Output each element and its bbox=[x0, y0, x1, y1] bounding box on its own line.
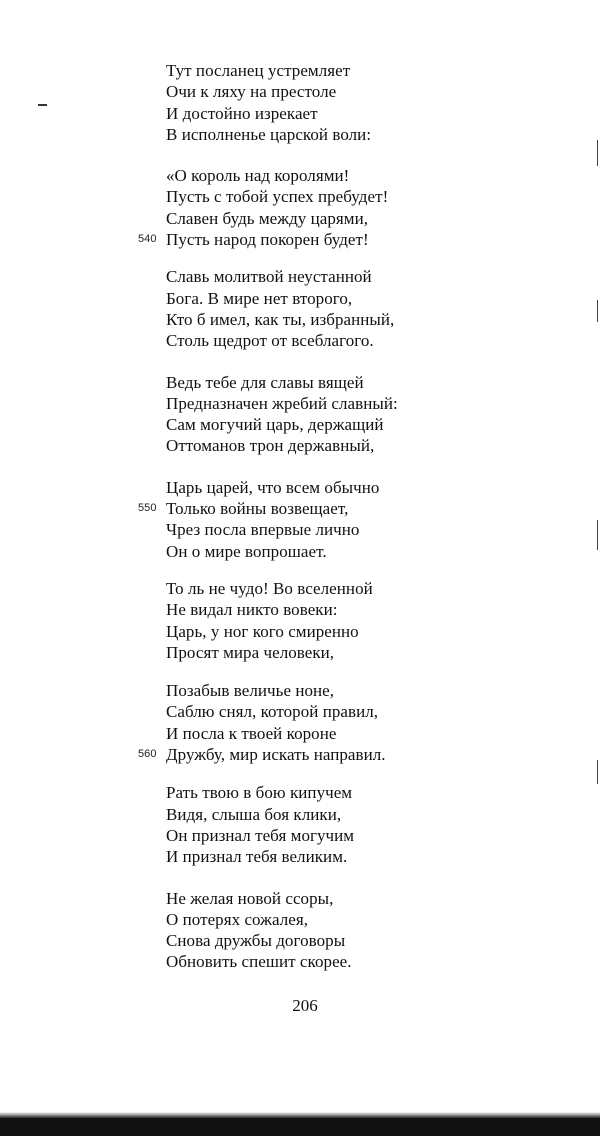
verse-line-text: Предназначен жребий славный: bbox=[166, 393, 398, 413]
verse-line-text: Кто б имел, как ты, избранный, bbox=[166, 309, 395, 329]
verse-line bbox=[166, 393, 486, 414]
verse-line bbox=[166, 888, 486, 909]
verse-line-text: Снова дружбы договоры bbox=[166, 931, 346, 951]
verse-line-text: Столь щедрот от всеблагого. bbox=[166, 331, 374, 351]
edge-tick bbox=[597, 300, 598, 322]
verse-line bbox=[138, 229, 486, 250]
verse-line-text: Тут посланец устремляет bbox=[166, 61, 351, 80]
verse-line-text: Оттоманов трон державный, bbox=[166, 436, 375, 456]
verse-line bbox=[166, 909, 486, 930]
verse-line-text: Царь, у ног кого смиренно bbox=[166, 621, 359, 641]
line-number: 560 bbox=[138, 748, 157, 761]
stanza bbox=[166, 782, 486, 867]
verse-line-text: Сам могучий царь, держащий bbox=[166, 415, 384, 435]
edge-tick bbox=[597, 520, 598, 550]
verse-line-text: Позабыв величье ноне, bbox=[166, 681, 335, 701]
verse-line-text: В исполненье царской воли: bbox=[166, 124, 372, 144]
verse-line-text: И достойно изрекает bbox=[166, 103, 318, 123]
verse-line bbox=[166, 930, 486, 951]
verse-line-text: Славен будь между царями, bbox=[166, 208, 369, 228]
stanza bbox=[166, 372, 486, 457]
verse-line bbox=[166, 372, 486, 393]
scan-bottom-edge bbox=[0, 1118, 600, 1136]
verse-line bbox=[166, 782, 486, 803]
verse-line-text: Рать твою в бою кипучем bbox=[166, 783, 353, 803]
scan-edge-fade bbox=[0, 1112, 600, 1118]
verse-line bbox=[166, 208, 486, 229]
verse-line bbox=[166, 951, 486, 972]
verse-line bbox=[166, 846, 486, 867]
line-number: 540 bbox=[138, 233, 157, 246]
verse-line bbox=[166, 103, 486, 124]
verse-line-text: Царь царей, что всем обычно bbox=[166, 477, 380, 497]
verse-line-text: Не желая новой ссоры, bbox=[166, 888, 334, 908]
margin-mark bbox=[38, 104, 47, 106]
verse-line bbox=[166, 578, 486, 599]
verse-line-text: Видя, слыша боя клики, bbox=[166, 804, 342, 824]
verse-line-text: Он признал тебя могучим bbox=[166, 825, 355, 845]
line-number: 550 bbox=[138, 502, 157, 515]
verse-line-text: Славь молитвой неустанной bbox=[166, 267, 372, 287]
stanza bbox=[138, 680, 486, 765]
verse-line-text: Пусть народ покорен будет! bbox=[166, 230, 369, 250]
verse-line bbox=[166, 680, 486, 701]
verse-line bbox=[166, 288, 486, 309]
verse-line bbox=[166, 541, 486, 562]
verse-line-text: Пусть с тобой успех пребудет! bbox=[166, 187, 389, 207]
verse-line bbox=[138, 498, 486, 519]
verse-line bbox=[166, 414, 486, 435]
verse-line bbox=[166, 435, 486, 456]
verse-line bbox=[166, 642, 486, 663]
verse-line bbox=[166, 330, 486, 351]
verse-line-text: Не видал никто вовеки: bbox=[166, 600, 338, 620]
verse-line-text: Дружбу, мир искать направил. bbox=[166, 745, 386, 765]
verse-line bbox=[166, 519, 486, 540]
edge-tick bbox=[597, 760, 598, 784]
verse-line bbox=[166, 477, 486, 498]
verse-line-text: Ведь тебе для славы вящей bbox=[166, 372, 364, 392]
stanza bbox=[166, 578, 486, 663]
stanza bbox=[166, 60, 486, 145]
edge-tick bbox=[597, 140, 598, 166]
verse-line-text: И посла к твоей короне bbox=[166, 723, 337, 743]
verse-line bbox=[166, 186, 486, 207]
verse-line-text: Чрез посла впервые лично bbox=[166, 520, 360, 540]
stanza bbox=[138, 165, 486, 250]
verse-line bbox=[166, 599, 486, 620]
verse-line bbox=[166, 266, 486, 287]
verse-line bbox=[166, 309, 486, 330]
verse-line bbox=[166, 723, 486, 744]
verse-line-text: О потерях сожалея, bbox=[166, 909, 309, 929]
verse-line bbox=[166, 621, 486, 642]
verse-line bbox=[138, 744, 486, 765]
stanza bbox=[138, 477, 486, 562]
verse-line-text: То ль не чудо! Во вселенной bbox=[166, 578, 373, 598]
page-edge-shadow bbox=[594, 0, 600, 1136]
verse-line-text: Саблю снял, которой правил, bbox=[166, 702, 379, 722]
stanza bbox=[166, 266, 486, 351]
verse-line-text: Обновить спешит скорее. bbox=[166, 952, 352, 972]
verse-line-text: Бога. В мире нет второго, bbox=[166, 288, 353, 308]
poem-text bbox=[138, 60, 486, 993]
verse-line bbox=[166, 825, 486, 846]
verse-line-text: И признал тебя великим. bbox=[166, 847, 348, 867]
verse-line-text: Только войны возвещает, bbox=[166, 499, 349, 519]
verse-line bbox=[166, 60, 486, 81]
verse-line-text: Он о мире вопрошает. bbox=[166, 541, 327, 561]
verse-line-text: «О король над королями! bbox=[166, 166, 350, 186]
verse-line bbox=[166, 804, 486, 825]
verse-line bbox=[166, 701, 486, 722]
verse-line bbox=[166, 124, 486, 145]
stanza bbox=[166, 888, 486, 973]
verse-line-text: Очи к ляху на престоле bbox=[166, 82, 337, 102]
verse-line-text: Просят мира человеки, bbox=[166, 642, 335, 662]
verse-line bbox=[166, 81, 486, 102]
verse-line bbox=[166, 165, 486, 186]
page-number: 206 bbox=[292, 996, 318, 1015]
